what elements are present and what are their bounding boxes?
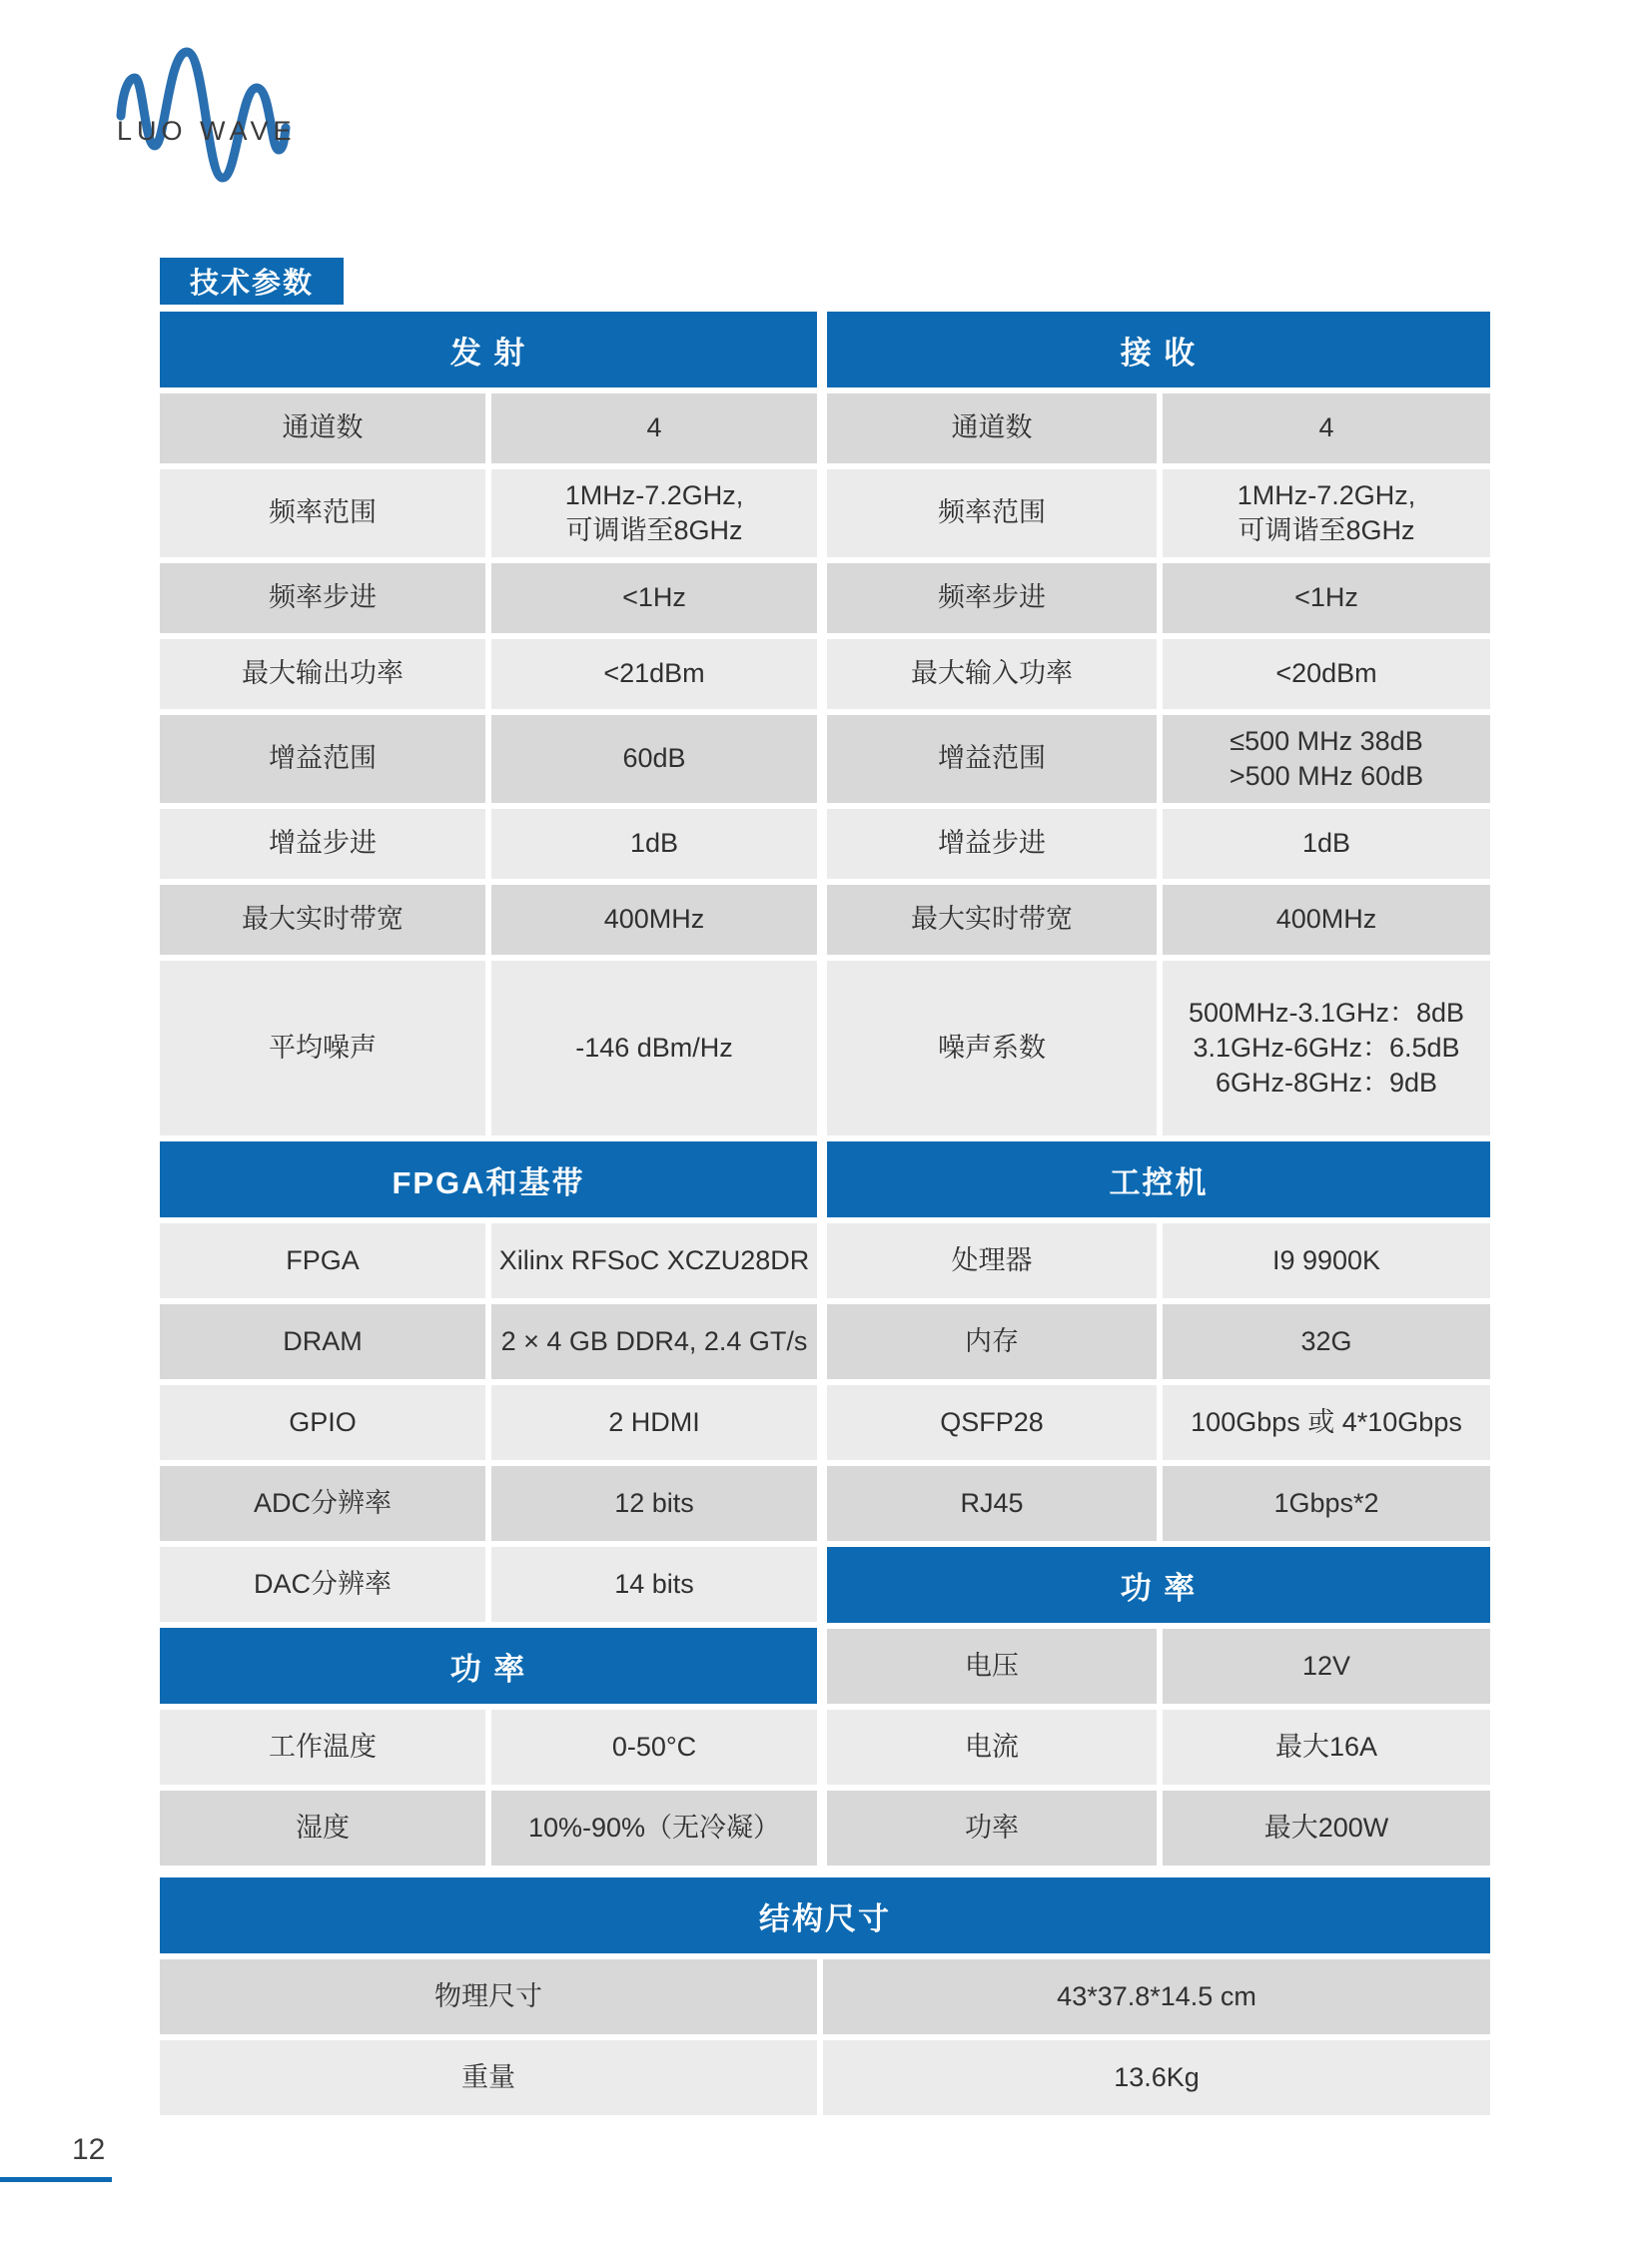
row-value: 13.6Kg: [823, 2040, 1490, 2115]
table-section-header: 功 率: [827, 1547, 1490, 1623]
table-row: [827, 1385, 1490, 1460]
row-value: 100Gbps 或 4*10Gbps: [1163, 1385, 1490, 1460]
row-label: 增益范围: [827, 715, 1157, 803]
table-row: [160, 809, 817, 879]
spec-table-right: [827, 312, 1490, 1871]
logo-text: LUO WAVE: [117, 116, 297, 146]
row-value: 0-50°C: [491, 1710, 817, 1785]
table-row: [160, 639, 817, 709]
row-value: <1Hz: [1163, 563, 1490, 633]
row-value: Xilinx RFSoC XCZU28DR: [491, 1223, 817, 1298]
row-value: 1MHz-7.2GHz, 可调谐至8GHz: [1163, 469, 1490, 557]
row-label: ADC分辨率: [160, 1466, 485, 1541]
row-label: 电流: [827, 1710, 1157, 1785]
row-value: 最大16A: [1163, 1710, 1490, 1785]
table-section-header: 工控机: [827, 1141, 1490, 1217]
table-row: [160, 1791, 817, 1866]
table-row: [827, 1791, 1490, 1866]
table-row: [160, 1304, 817, 1379]
row-value: 最大200W: [1163, 1791, 1490, 1866]
table-row: [827, 639, 1490, 709]
table-row: [160, 715, 817, 803]
table-row: [827, 1223, 1490, 1298]
row-label: 增益范围: [160, 715, 485, 803]
row-value: 4: [491, 393, 817, 463]
row-label: 处理器: [827, 1223, 1157, 1298]
row-label: 增益步进: [160, 809, 485, 879]
table-section-header: 结构尺寸: [160, 1877, 1490, 1953]
row-value: 32G: [1163, 1304, 1490, 1379]
row-label: 噪声系数: [827, 961, 1157, 1135]
table-row: [827, 1466, 1490, 1541]
row-label: 最大实时带宽: [827, 885, 1157, 955]
row-value: 2 HDMI: [491, 1385, 817, 1460]
row-label: 最大输入功率: [827, 639, 1157, 709]
row-value: ≤500 MHz 38dB >500 MHz 60dB: [1163, 715, 1490, 803]
row-value: 10%-90%（无冷凝）: [491, 1791, 817, 1866]
spec-table-left: [160, 312, 817, 1871]
table-row: [827, 1629, 1490, 1704]
row-value: 2 × 4 GB DDR4, 2.4 GT/s: [491, 1304, 817, 1379]
row-label: 最大实时带宽: [160, 885, 485, 955]
row-value: I9 9900K: [1163, 1223, 1490, 1298]
spec-table-bottom: [160, 1877, 1490, 2121]
row-label: DAC分辨率: [160, 1547, 485, 1622]
table-row: [827, 715, 1490, 803]
table-section-header: FPGA和基带: [160, 1141, 817, 1217]
row-value: <21dBm: [491, 639, 817, 709]
table-row: [160, 1385, 817, 1460]
row-label: 频率步进: [160, 563, 485, 633]
row-label: 增益步进: [827, 809, 1157, 879]
row-value: <1Hz: [491, 563, 817, 633]
table-section-header: 接 收: [827, 312, 1490, 387]
table-row: [160, 2040, 1490, 2115]
table-row: [160, 1466, 817, 1541]
table-row: [827, 961, 1490, 1135]
row-label: 工作温度: [160, 1710, 485, 1785]
sine-wave-icon: [75, 30, 320, 195]
row-label: RJ45: [827, 1466, 1157, 1541]
footer-accent-line: [0, 2177, 112, 2182]
row-value: 1dB: [1163, 809, 1490, 879]
row-value: 1dB: [491, 809, 817, 879]
table-row: [827, 885, 1490, 955]
row-value: 1MHz-7.2GHz, 可调谐至8GHz: [491, 469, 817, 557]
row-value: 12 bits: [491, 1466, 817, 1541]
page-number: 12: [72, 2133, 106, 2166]
row-value: 12V: [1163, 1629, 1490, 1704]
row-value: 4: [1163, 393, 1490, 463]
table-row: [827, 563, 1490, 633]
row-label: 频率步进: [827, 563, 1157, 633]
logo: [75, 30, 320, 195]
row-label: 通道数: [827, 393, 1157, 463]
row-label: DRAM: [160, 1304, 485, 1379]
row-label: FPGA: [160, 1223, 485, 1298]
section-badge: 技术参数: [160, 258, 344, 305]
table-row: [160, 1223, 817, 1298]
row-value: 14 bits: [491, 1547, 817, 1622]
table-row: [827, 1304, 1490, 1379]
table-row: [160, 1710, 817, 1785]
table-row: [160, 469, 817, 557]
table-row: [160, 393, 817, 463]
row-value: -146 dBm/Hz: [491, 961, 817, 1135]
row-label: 频率范围: [827, 469, 1157, 557]
table-row: [160, 563, 817, 633]
row-label: 内存: [827, 1304, 1157, 1379]
row-label: 重量: [160, 2040, 817, 2115]
table-row: [160, 1547, 817, 1622]
row-value: 60dB: [491, 715, 817, 803]
table-row: [160, 961, 817, 1135]
row-value: <20dBm: [1163, 639, 1490, 709]
row-label: QSFP28: [827, 1385, 1157, 1460]
row-label: 物理尺寸: [160, 1959, 817, 2034]
table-row: [160, 1959, 1490, 2034]
row-value: 400MHz: [1163, 885, 1490, 955]
row-label: 频率范围: [160, 469, 485, 557]
table-row: [827, 469, 1490, 557]
table-section-header: 功 率: [160, 1628, 817, 1704]
table-section-header: 发 射: [160, 312, 817, 387]
row-label: 湿度: [160, 1791, 485, 1866]
row-label: 电压: [827, 1629, 1157, 1704]
table-row: [160, 885, 817, 955]
row-value: 1Gbps*2: [1163, 1466, 1490, 1541]
table-row: [827, 1710, 1490, 1785]
row-label: 最大输出功率: [160, 639, 485, 709]
table-row: [827, 809, 1490, 879]
row-label: 平均噪声: [160, 961, 485, 1135]
table-row: [827, 393, 1490, 463]
row-label: GPIO: [160, 1385, 485, 1460]
row-value: 43*37.8*14.5 cm: [823, 1959, 1490, 2034]
row-value: 400MHz: [491, 885, 817, 955]
row-label: 功率: [827, 1791, 1157, 1866]
row-value: 500MHz-3.1GHz：8dB 3.1GHz-6GHz：6.5dB 6GHz-8GHz：9dB: [1163, 961, 1490, 1135]
row-label: 通道数: [160, 393, 485, 463]
